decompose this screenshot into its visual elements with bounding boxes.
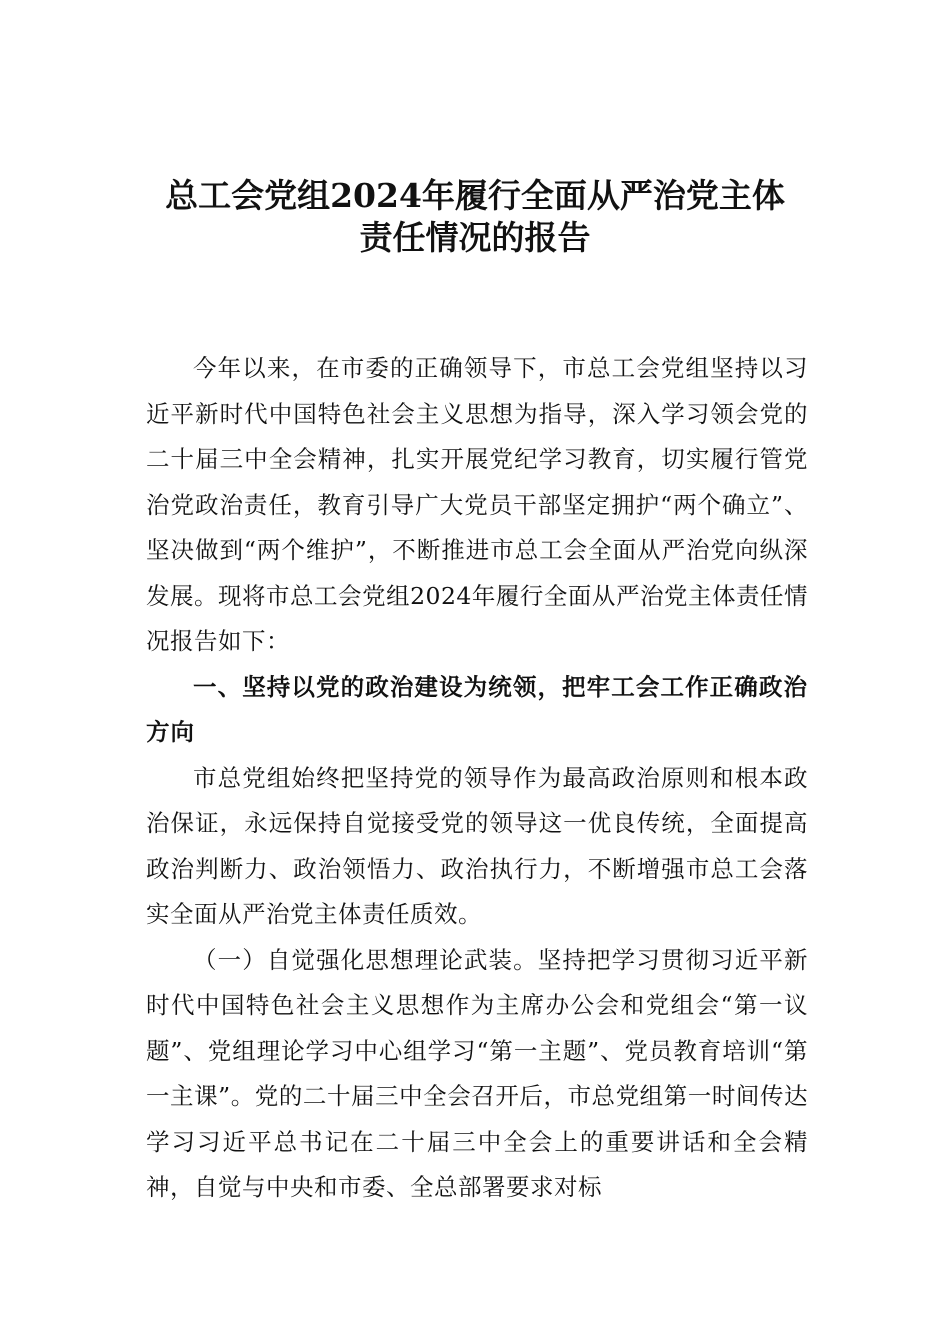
subsection-1-paragraph: （一）自觉强化思想理论武装。坚持把学习贯彻习近平新时代中国特色社会主义思想作为主席办公会和党组会“第一议题”、党组理论学习中心组学习“第一主题”、党员教育培训“第一主课”。党的二十届三中全会召开后，市总党组第一时间传达学习习近平总书记在二十届三中全会上的重要讲话和全会精神，自觉与中央和市委、全总部署要求对标 (146, 945, 808, 1201)
section-1-paragraph: 市总党组始终把坚持党的领导作为最高政治原则和根本政治保证，永远保持自觉接受党的领导这一优良传统，全面提高政治判断力、政治领悟力、政治执行力，不断增强市总工会落实全面从严治党主体责任质效。 (146, 763, 808, 928)
document-title-line-2: 责任情况的报告 (359, 218, 591, 257)
document-body (146, 346, 808, 1211)
intro-paragraph: 今年以来，在市委的正确领导下，市总工会党组坚持以习近平新时代中国特色社会主义思想为指导，深入学习领会党的二十届三中全会精神，扎实开展党纪学习教育，切实履行管党治党政治责任，教育引导广大党员干部坚定拥护“两个确立”、坚决做到“两个维护”，不断推进市总工会全面从严治党向纵深发展。现将市总工会党组2024年履行全面从严治党主体责任情况报告如下： (146, 354, 808, 655)
section-heading-1: 一、坚持以党的政治建设为统领，把牢工会工作正确政治方向 (146, 672, 808, 746)
document-title-line-1: 总工会党组2024年履行全面从严治党主体 (165, 176, 785, 215)
